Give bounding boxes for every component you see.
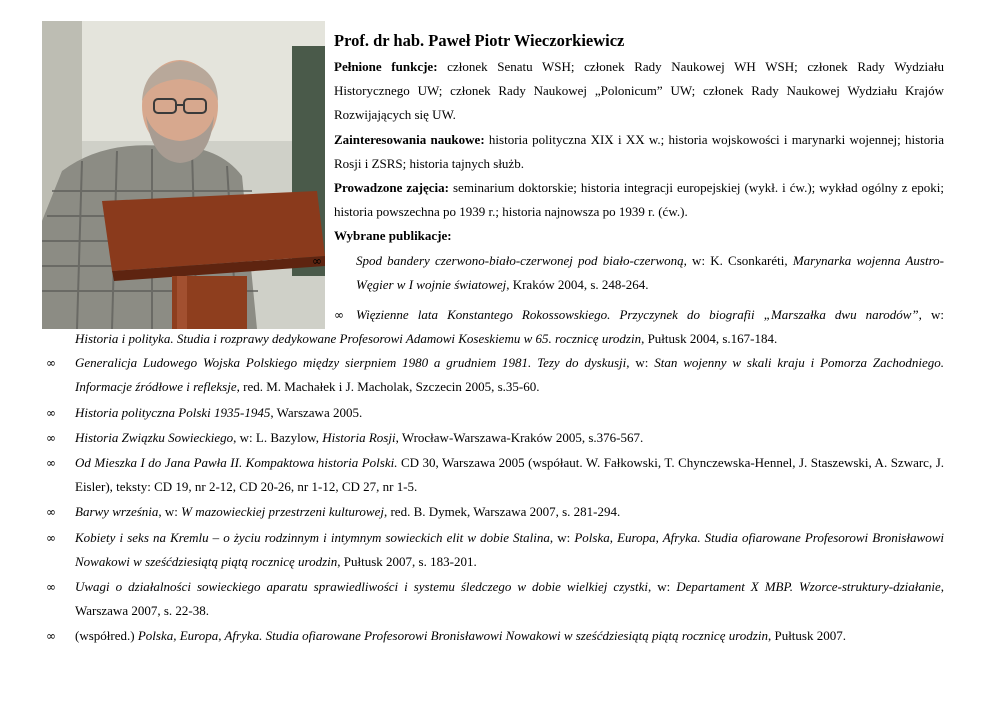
functions-paragraph (334, 55, 944, 128)
interests-text: historia polityczna XIX i XX w.; historia wojskowości i marynarki wojennej; historia Rosji i ZSRS; historia tajnych służb. (334, 131, 944, 171)
publication-item (46, 451, 944, 499)
publication-detail-segment: , w: (647, 579, 677, 595)
functions-text: członek Senatu WSH; członek Rady Naukowej WH WSH; członek Rady Wydziału Historycznego UW; członek Rady Naukowej „Polonicum” UW; członek Rady Naukowej Wydziału Krajów Rozwijających się UW. (334, 59, 944, 123)
interests-label: Zainteresowania naukowe: (334, 131, 485, 147)
publication-detail-segment: , w: L. Bazylow, (233, 429, 323, 445)
publication-item (46, 575, 944, 623)
infinity-bullet-icon: ∞ (46, 530, 56, 545)
publication-detail-segment: w: (921, 307, 944, 322)
infinity-bullet-icon: ∞ (46, 629, 56, 644)
publication-title-segment: Polska, Europa, Afryka. Studia ofiarowane Profesorowi Bronisławowi Nowakowi w sześćdziesiątą piątą rocznicę urodzin (137, 628, 768, 644)
publication-detail-segment: , Pułtusk 2007, s. 183-201. (337, 553, 477, 569)
publication-title-segment: Generalicja Ludowego Wojska Polskiego między sierpniem 1980 a grudniem 1981. Tezy do dyskusji, (75, 355, 630, 371)
publication-title-segment: Spod bandery czerwono-biało-czerwonej pod biało-czerwoną, (356, 252, 687, 268)
publication-text (75, 579, 944, 618)
portrait-photo (42, 21, 325, 329)
interests-paragraph (334, 128, 944, 176)
infinity-bullet-icon: ∞ (46, 505, 56, 520)
infinity-bullet-icon: ∞ (312, 253, 322, 268)
infinity-bullet-icon: ∞ (46, 405, 56, 420)
publication-item (46, 526, 944, 574)
publication-title-segment: Uwagi o działalności sowieckiego aparatu sprawiedliwości i systemu śledczego w dobie wielkiej czystki (75, 579, 648, 595)
infinity-bullet-icon: ∞ (46, 456, 56, 471)
publication-title-segment: W mazowieckiej przestrzeni kulturowej (181, 504, 384, 520)
publication-text (75, 430, 643, 445)
publication-continuation (46, 327, 944, 351)
publication-item (46, 401, 944, 425)
publication-detail-segment: w: K. Csonkaréti, (686, 252, 793, 268)
publication-detail-segment: , Warszawa 2007, s. 22-38. (75, 579, 944, 619)
classes-paragraph (334, 176, 944, 224)
classes-text: seminarium doktorskie; historia integracji europejskiej (wykł. i ćw.); wykład ogólny z epoki; historia powszechna po 1939 r.; historia najnowsza po 1939 r. (ćw.). (334, 180, 944, 220)
publication-title-segment: Marynarka wojenna Austro-Węgier w I wojnie światowej (356, 252, 944, 292)
publication-detail-segment: , Kraków 2004, s. 248-264. (506, 276, 649, 292)
publication-text (356, 253, 944, 292)
publication-detail-segment: , Pułtusk 2004, s.167-184. (641, 331, 778, 346)
publication-title-segment: Historia Rosji (322, 429, 396, 445)
publication-detail-segment: w: (629, 355, 655, 371)
publication-text (75, 455, 944, 494)
publications-heading: Wybrane publikacje: (334, 228, 452, 244)
publication-detail-segment: , w: (549, 529, 575, 545)
publication-title-segment: Od Mieszka I do Jana Pawła II. Kompaktowa historia Polski. (75, 455, 398, 471)
publication-detail-segment: CD 30, Warszawa 2005 (współaut. W. Fałkowski, T. Chynczewska-Hennel, J. Staszewski, A. Szwarc, J. Eisler), teksty: CD 19, nr 2-12, CD 20-26, nr 1-12, CD 27, nr 1-5. (75, 455, 945, 495)
publications-list (46, 327, 944, 650)
publication-detail-segment: red. M. Machałek i J. Macholak, Szczecin 2005, s.35-60. (239, 379, 540, 395)
person-name: Prof. dr hab. Paweł Piotr Wieczorkiewicz (334, 31, 625, 50)
publication-title-segment: Departament X MBP. Wzorce-struktury-działanie (676, 579, 941, 595)
publication-item (46, 624, 944, 648)
publication-title-segment: Stan wojenny w skali kraju i Pomorza Zachodniego. Informacje źródłowe i refleksje, (75, 355, 944, 395)
publication-item (46, 426, 944, 450)
publication-detail-segment: , red. B. Dymek, Warszawa 2007, s. 281-294. (383, 504, 621, 520)
infinity-bullet-icon: ∞ (46, 430, 56, 445)
publication-text (75, 504, 620, 519)
publication-title-segment: Historia polityczna Polski 1935-1945 (75, 404, 271, 420)
publication-text (75, 355, 944, 394)
publication-item-wrap (334, 303, 944, 327)
publication-detail-segment: , Warszawa 2005. (270, 404, 363, 420)
profile-text (312, 28, 944, 297)
publication-text (75, 405, 362, 420)
portrait-illustration (42, 21, 325, 329)
functions-label: Pełnione funkcje: (334, 59, 438, 74)
infinity-bullet-icon: ∞ (46, 356, 56, 371)
publication-detail-segment: , Pułtusk 2007. (767, 628, 846, 644)
publication-text (356, 307, 944, 322)
publication-item (46, 500, 944, 524)
publication-title-segment: Kobiety i seks na Kremlu – o życiu rodzinnym i intymnym sowieckich elit w dobie Stalina (75, 529, 550, 545)
infinity-bullet-icon: ∞ (46, 580, 56, 595)
publication-text (75, 628, 846, 643)
publication-title-segment: Polska, Europa, Afryka. Studia ofiarowane Profesorowi Bronisławowi Nowakowi w sześćdziesiątą piątą rocznicę urodzin (75, 529, 944, 569)
infinity-bullet-icon: ∞ (334, 308, 344, 322)
publication-title-segment: Więzienne lata Konstantego Rokossowskiego. Przyczynek do biografii „Marszałka dwu narodów”, (356, 307, 922, 322)
publication-title-segment: Historia Związku Sowieckiego (75, 429, 234, 445)
publication-title-segment: Historia i polityka. Studia i rozprawy dedykowane Profesorowi Adamowi Koseskiemu w 65. rocznicę urodzin (75, 331, 642, 346)
publication-detail-segment: (współred.) (75, 628, 138, 644)
publication-title-segment: Barwy września (75, 504, 159, 520)
publication-item (46, 351, 944, 399)
classes-label: Prowadzone zajęcia: (334, 180, 449, 196)
publication-detail-segment: , w: (158, 504, 182, 520)
publication-item (312, 249, 944, 297)
publication-text (75, 530, 944, 569)
publication-detail-segment: , Wrocław-Warszawa-Kraków 2005, s.376-567. (395, 429, 644, 445)
